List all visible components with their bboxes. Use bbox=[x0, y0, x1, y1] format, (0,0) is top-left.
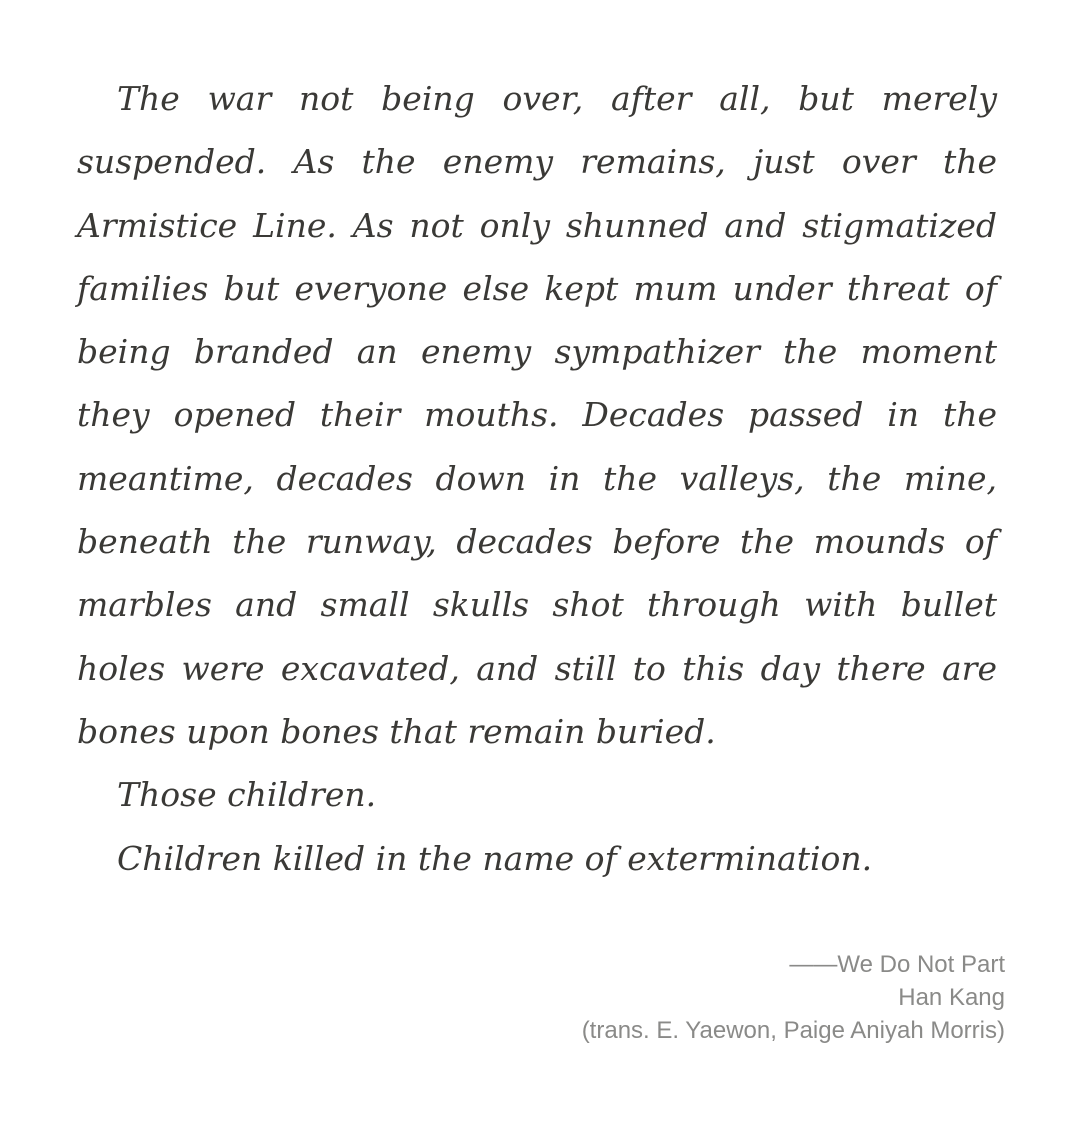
translator-credit: (trans. E. Yaewon, Paige Aniyah Morris) bbox=[581, 1017, 1005, 1044]
quote-paragraph-extermination: Children killed in the name of extermination. bbox=[117, 838, 873, 878]
author-name: Han Kang bbox=[898, 984, 1005, 1011]
book-title: ——We Do Not Part bbox=[789, 951, 1005, 978]
quote-paragraph-children: Those children. bbox=[117, 775, 377, 815]
quote-attribution bbox=[405, 948, 1005, 1047]
quote-passage bbox=[77, 67, 997, 890]
quote-paragraph-main: The war not being over, after all, but merely suspended. As the enemy remains, just over the Armistice Line. As not only shunned and stigmatized families but everyone else kept mum under threat of being branded an enemy sympathizer the moment they opened their mouths. Decades passed in the meantime, decades down in the valleys, the mine, beneath the runway, decades before the mounds of marbles and small skulls shot through with bullet holes were excavated, and still to this day there are bones upon bones that remain buried. bbox=[77, 79, 997, 751]
